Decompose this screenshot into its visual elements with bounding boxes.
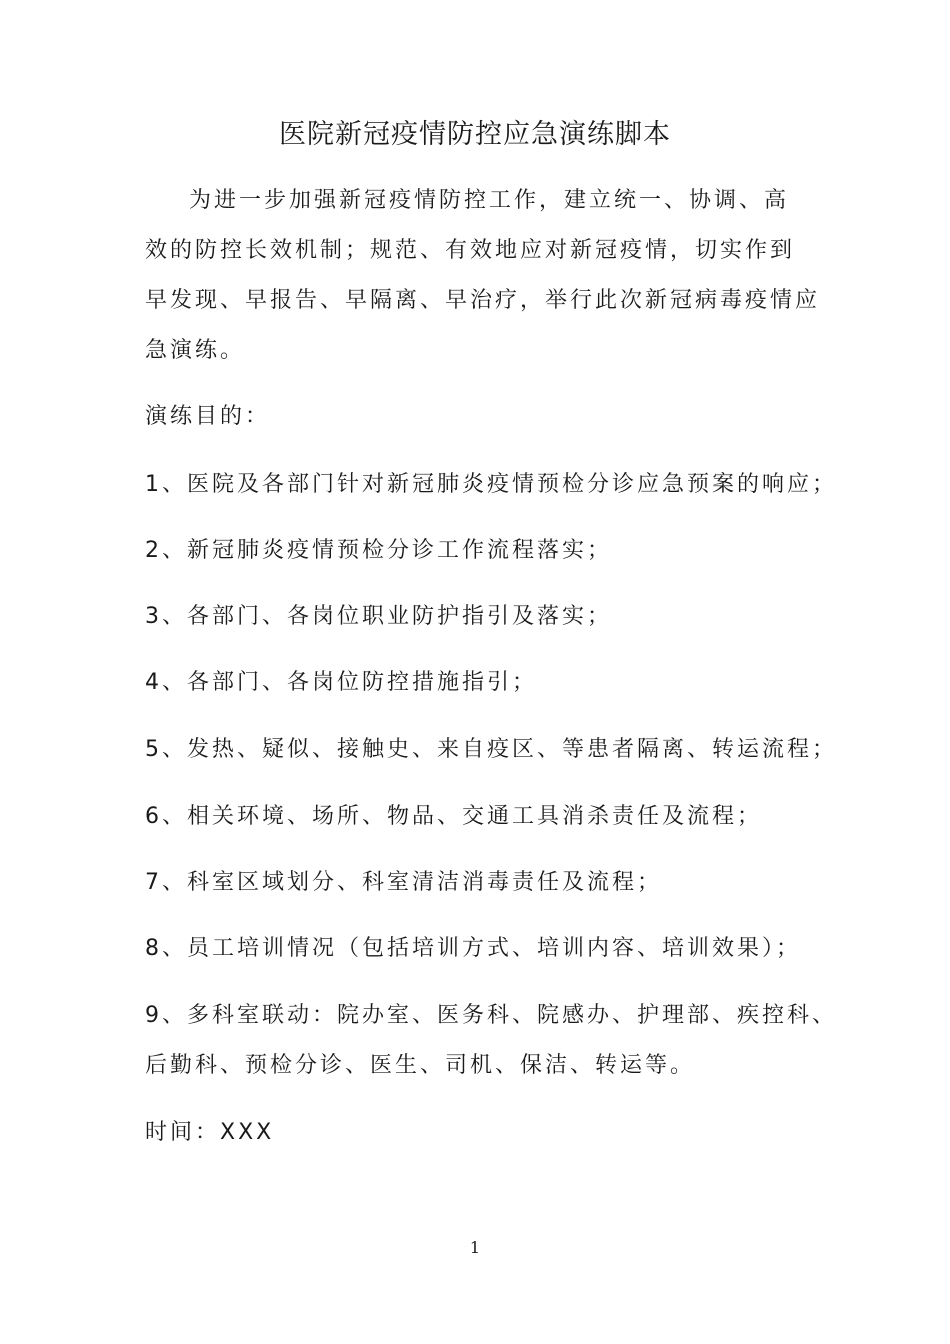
intro-line: 为进一步加强新冠疫情防控工作，建立统一、协调、高 <box>189 188 790 213</box>
intro-paragraph <box>145 176 830 376</box>
intro-line: 效的防控长效机制；规范、有效地应对新冠疫情，切实作到 <box>145 238 796 263</box>
document-title: 医院新冠疫情防控应急演练脚本 <box>279 119 671 150</box>
purpose-heading: 演练目的： <box>145 404 271 429</box>
purpose-item-9 <box>145 991 837 1091</box>
page-number: 1 <box>469 1238 481 1257</box>
time-line: 时间：XXX <box>145 1120 275 1145</box>
purpose-item-5: 5、发热、疑似、接触史、来自疫区、等患者隔离、转运流程； <box>145 737 837 762</box>
purpose-item-8: 8、员工培训情况（包括培训方式、培训内容、培训效果）； <box>145 936 801 961</box>
purpose-item-2: 2、新冠肺炎疫情预检分诊工作流程落实； <box>145 538 612 563</box>
purpose-item-9-line: 9、多科室联动：院办室、医务科、院感办、护理部、疾控科、 <box>145 1003 837 1028</box>
intro-line: 早发现、早报告、早隔离、早治疗，举行此次新冠病毒疫情应 <box>145 288 821 313</box>
purpose-item-6: 6、相关环境、场所、物品、交通工具消杀责任及流程； <box>145 804 762 829</box>
purpose-item-7: 7、科室区域划分、科室清洁消毒责任及流程； <box>145 870 662 895</box>
purpose-item-3: 3、各部门、各岗位职业防护指引及落实； <box>145 604 612 629</box>
purpose-item-9-line: 后勤科、预检分诊、医生、司机、保洁、转运等。 <box>145 1053 696 1078</box>
purpose-item-1: 1、医院及各部门针对新冠肺炎疫情预检分诊应急预案的响应； <box>145 472 837 497</box>
intro-line: 急演练。 <box>145 338 246 363</box>
purpose-item-4: 4、各部门、各岗位防控措施指引； <box>145 670 537 695</box>
